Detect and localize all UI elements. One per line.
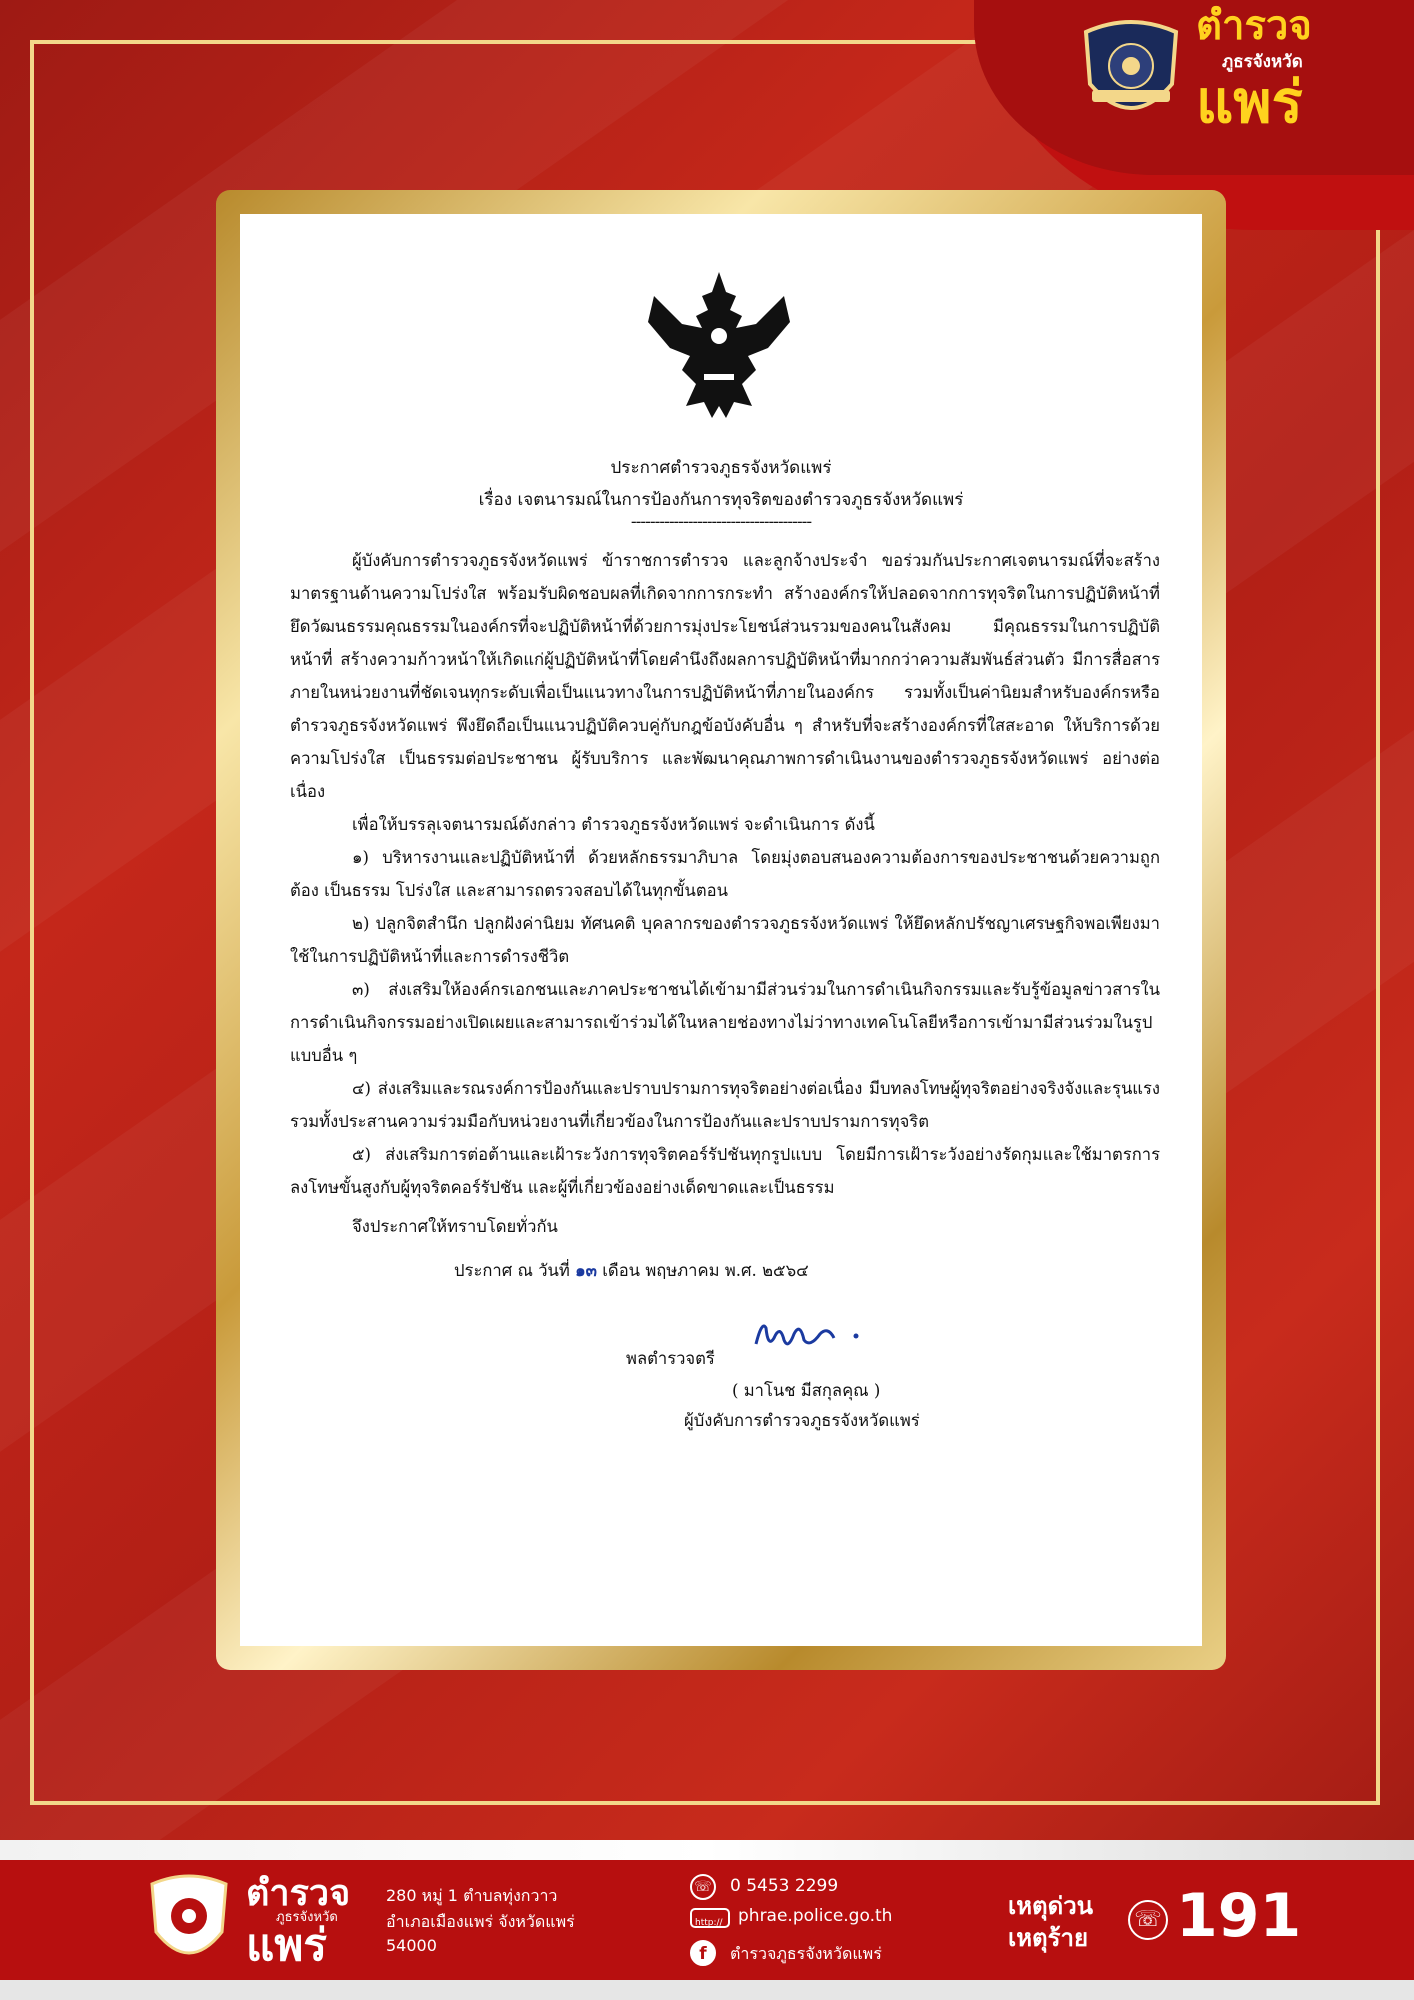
- document-subject: เรื่อง เจตนารมณ์ในการป้องกันการทุจริตของตำรวจภูธรจังหวัดแพร่: [478, 490, 964, 510]
- footer-bottom-band: [0, 1980, 1414, 2000]
- closing-paragraph: จึงประกาศให้ทราบโดยทั่วกัน: [352, 1217, 558, 1236]
- intro-paragraph: ผู้บังคับการตำรวจภูธรจังหวัดแพร่ ข้าราชการตำรวจ และลูกจ้างประจำ ขอร่วมกันประกาศเจตนารมณ์ที่จะสร้างมาตรฐานด้านความโปร่งใส พร้อมรับผิดชอบผลที่เกิดจากการกระทำ สร้างองค์กรให้ปลอดจากการทุจริตในการปฏิบัติหน้าที่ ยึดวัฒนธรรมคุณธรรมในองค์กรที่จะปฏิบัติหน้าที่ด้วยการมุ่งประโยชน์ส่วนรวมของคนในสังคม มีคุณธรรมในการปฏิบัติหน้าที่ สร้างความก้าวหน้าให้เกิดแก่ผู้ปฏิบัติหน้าที่โดยคำนึงถึงผลการปฏิบัติหน้าที่มากกว่าความสัมพันธ์ส่วนตัว มีการสื่อสารภายในหน่วยงานที่ชัดเจนทุกระดับเพื่อเป็นแนวทางในการปฏิบัติหน้าที่ภายในองค์กร รวมทั้งเป็นค่านิยมสำหรับองค์กรหรือตำรวจภูธรจังหวัดแพร่ พึงยึดถือเป็นแนวปฏิบัติควบคู่กับกฎข้อบังคับอื่น ๆ สำหรับที่จะสร้างองค์กรที่ใสสะอาด ให้บริการด้วยความโปร่งใส เป็นธรรมต่อประชาชน ผู้รับบริการ และพัฒนาคุณภาพการดำเนินงานของตำรวจภูธรจังหวัดแพร่ อย่างต่อเนื่อง: [290, 551, 1160, 801]
- brand-subtitle: ภูธรจังหวัด: [1222, 52, 1303, 72]
- brand-province: แพร่: [1196, 68, 1303, 136]
- emergency-number[interactable]: 191: [1176, 1881, 1302, 1951]
- signer-rank: พลตำรวจตรี: [626, 1349, 715, 1368]
- announcement-document: [240, 214, 1202, 1646]
- item-5: ๕) ส่งเสริมการต่อต้านและเฝ้าระวังการทุจริตคอร์รัปชันทุกรูปแบบ โดยมีการเฝ้าระวังอย่างรัดกุมและใช้มาตรการลงโทษขั้นสูงกับผู้ทุจริตคอร์รัปชัน และผู้ที่เกี่ยวข้องอย่างเด็ดขาดและเป็นธรรม: [290, 1145, 1160, 1197]
- phone-number[interactable]: 0 5453 2299: [730, 1876, 839, 1896]
- web-icon: http://: [690, 1908, 730, 1928]
- signature-icon: [750, 1314, 870, 1360]
- police-badge-icon: [1078, 14, 1184, 124]
- phone-icon: ☏: [690, 1874, 716, 1900]
- signer-position: ผู้บังคับการตำรวจภูธรจังหวัดแพร่: [684, 1411, 920, 1430]
- footer-top-band: [0, 1840, 1414, 1860]
- footer-police-badge-icon: [146, 1870, 232, 1970]
- emergency-phone-icon: ☏: [1128, 1900, 1168, 1940]
- address-line-1: 280 หมู่ 1 ตำบลทุ่งกวาว: [386, 1886, 558, 1905]
- emergency-label-1: เหตุด่วน: [1008, 1892, 1094, 1920]
- document-body: [290, 544, 1160, 1243]
- facebook-icon: f: [690, 1940, 716, 1966]
- date-day: ๑๓: [575, 1260, 597, 1280]
- announcement-date: ประกาศ ณ วันที่ ๑๓ เดือน พฤษภาคม พ.ศ. ๒๕๖๔: [454, 1260, 809, 1280]
- document-title: ประกาศตำรวจภูธรจังหวัดแพร่: [610, 458, 832, 478]
- item-3: ๓) ส่งเสริมให้องค์กรเอกชนและภาคประชาชนได้เข้ามามีส่วนร่วมในการดำเนินกิจกรรมและรับรู้ข้อมูลข่าวสารในการดำเนินกิจกรรมอย่างเปิดเผยและสามารถเข้าร่วมได้ในหลายช่องทางไม่ว่าทางเทคโนโลยีหรือการเข้ามามีส่วนร่วมในรูปแบบอื่น ๆ: [290, 980, 1160, 1065]
- signer-name: ( มาโนช มีสกุลคุณ ): [732, 1381, 881, 1400]
- separator-line: --------------------------------------: [630, 512, 812, 532]
- item-1: ๑) บริหารงานและปฏิบัติหน้าที่ ด้วยหลักธรรมาภิบาล โดยมุ่งตอบสนองความต้องการของประชาชนด้วยความถูกต้อง เป็นธรรม โปร่งใส และสามารถตรวจสอบได้ในทุกขั้นตอน: [290, 848, 1160, 900]
- emergency-label-2: เหตุร้าย: [1008, 1924, 1089, 1952]
- facebook-link[interactable]: ตำรวจภูธรจังหวัดแพร่: [730, 1944, 882, 1963]
- item-4: ๔) ส่งเสริมและรณรงค์การป้องกันและปราบปรามการทุจริตอย่างต่อเนื่อง มีบทลงโทษผู้ทุจริตอย่างจริงจังและรุนแรง รวมทั้งประสานความร่วมมือกับหน่วยงานที่เกี่ยวข้องในการป้องกันและปราบปรามการทุจริต: [290, 1079, 1160, 1131]
- footer-brand-subtitle: ภูธรจังหวัด: [276, 1910, 338, 1925]
- footer-brand-title: ตำรวจ: [246, 1873, 351, 1914]
- address-line-2: อำเภอเมืองแพร่ จังหวัดแพร่: [386, 1912, 575, 1931]
- purpose-paragraph: เพื่อให้บรรลุเจตนารมณ์ดังกล่าว ตำรวจภูธรจังหวัดแพร่ จะดำเนินการ ดังนี้: [352, 815, 875, 834]
- item-2: ๒) ปลูกจิตสำนึก ปลูกฝังค่านิยม ทัศนคติ บุคลากรของตำรวจภูธรจังหวัดแพร่ ให้ยึดหลักปรัชญาเศรษฐกิจพอเพียงมาใช้ในการปฏิบัติหน้าที่และการดำรงชีวิต: [290, 914, 1160, 966]
- address-line-3: 54000: [386, 1936, 437, 1955]
- brand-title: ตำรวจ: [1196, 3, 1312, 49]
- garuda-emblem-icon: [644, 266, 794, 426]
- footer-brand-province: แพร่: [246, 1920, 327, 1971]
- website-link[interactable]: phrae.police.go.th: [738, 1906, 893, 1926]
